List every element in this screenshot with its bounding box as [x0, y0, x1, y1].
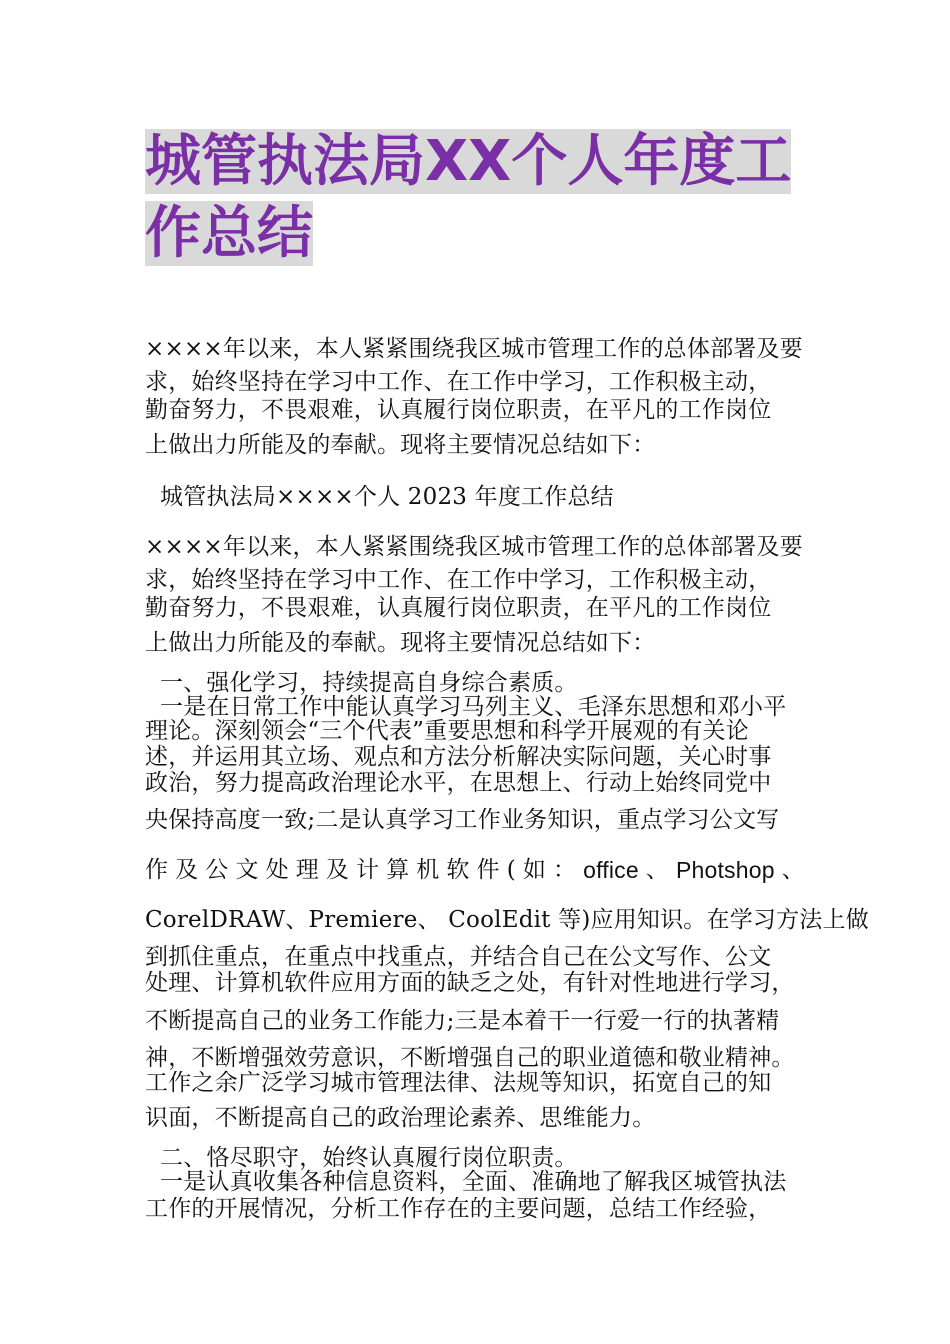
word: 文 — [235, 857, 259, 883]
paragraph-line: 勤奋努力，不畏艰难，认真履行岗位职责，在平凡的工作岗位 — [145, 397, 772, 423]
word: 如 — [522, 857, 547, 883]
paragraph-line: 一是在日常工作中能认真学习马列主义、毛泽东思想和邓小平 — [160, 694, 787, 720]
paragraph-line: 政治，努力提高政治理论水平，在思想上、行动上始终同党中 — [145, 770, 772, 796]
paragraph-line: ××××年以来，本人紧紧围绕我区城市管理工作的总体部署及要 — [145, 534, 803, 560]
paragraph-line: 到抓住重点，在重点中找重点，并结合自己在公文写作、公文 — [145, 944, 772, 970]
word: 公 — [205, 857, 229, 883]
paragraph-line: 求，始终坚持在学习中工作、在工作中学习，工作积极主动， — [145, 369, 772, 395]
word: 理 — [295, 857, 319, 883]
word: 机 — [416, 857, 440, 883]
word: ( — [506, 857, 516, 883]
section-heading-1: 一、强化学习，持续提高自身综合素质。 — [160, 670, 578, 696]
paragraph-line: ××××年以来，本人紧紧围绕我区城市管理工作的总体部署及要 — [145, 336, 803, 362]
paragraph-line: 上做出力所能及的奉献。现将主要情况总结如下： — [145, 432, 656, 458]
paragraph-line: 理论。深刻领会“三个代表”重要思想和科学开展观的有关论 — [145, 718, 749, 744]
word: 、 — [781, 857, 805, 883]
section-heading-2: 二、恪尽职守，始终认真履行岗位职责。 — [160, 1145, 578, 1171]
paragraph-line: 处理、计算机软件应用方面的缺乏之处，有针对性地进行学习， — [145, 970, 795, 996]
paragraph-line: 上做出力所能及的奉献。现将主要情况总结如下： — [145, 630, 656, 656]
paragraph-line: 述，并运用其立场、观点和方法分析解决实际问题，关心时事 — [145, 744, 772, 770]
paragraph-line: 工作之余广泛学习城市管理法律、法规等知识，拓宽自己的知 — [145, 1070, 772, 1096]
word: office — [583, 857, 639, 883]
word: 计 — [355, 857, 380, 883]
word: 件 — [476, 857, 500, 883]
word: 作 — [145, 857, 169, 883]
word: 及 — [325, 857, 350, 883]
paragraph-line: 央保持高度一致;二是认真学习工作业务知识，重点学习公文写 — [145, 807, 780, 833]
word: Photshop — [675, 857, 775, 883]
document-title-line-1: 城管执法局XX个人年度工 — [145, 129, 792, 194]
word: 软 — [446, 857, 470, 883]
word: 、 — [645, 857, 669, 883]
paragraph-line: 一是认真收集各种信息资料，全面、准确地了解我区城管执法 — [160, 1169, 787, 1195]
paragraph-line: 神，不断增强效劳意识，不断增强自己的职业道德和敬业精神。 — [145, 1045, 795, 1071]
paragraph-line: 不断提高自己的业务工作能力;三是本着干一行爱一行的执著精 — [145, 1008, 780, 1034]
paragraph-line: 识面，不断提高自己的政治理论素养、思维能力。 — [145, 1105, 656, 1131]
paragraph-line: 工作的开展情况，分析工作存在的主要问题，总结工作经验， — [145, 1196, 772, 1222]
paragraph-line-justified — [145, 855, 805, 885]
word: 处 — [265, 857, 289, 883]
word: 及 — [175, 857, 199, 883]
paragraph-line: 勤奋努力，不畏艰难，认真履行岗位职责，在平凡的工作岗位 — [145, 595, 772, 621]
paragraph-line: CorelDRAW、Premiere、 CoolEdit 等)应用知识。在学习方法上做 — [145, 907, 869, 933]
subtitle-line: 城管执法局××××个人 2023 年度工作总结 — [160, 484, 614, 510]
word: ： — [552, 857, 577, 883]
document-title-line-2: 作总结 — [145, 201, 313, 266]
paragraph-line: 求，始终坚持在学习中工作、在工作中学习，工作积极主动， — [145, 567, 772, 593]
word: 算 — [386, 857, 410, 883]
